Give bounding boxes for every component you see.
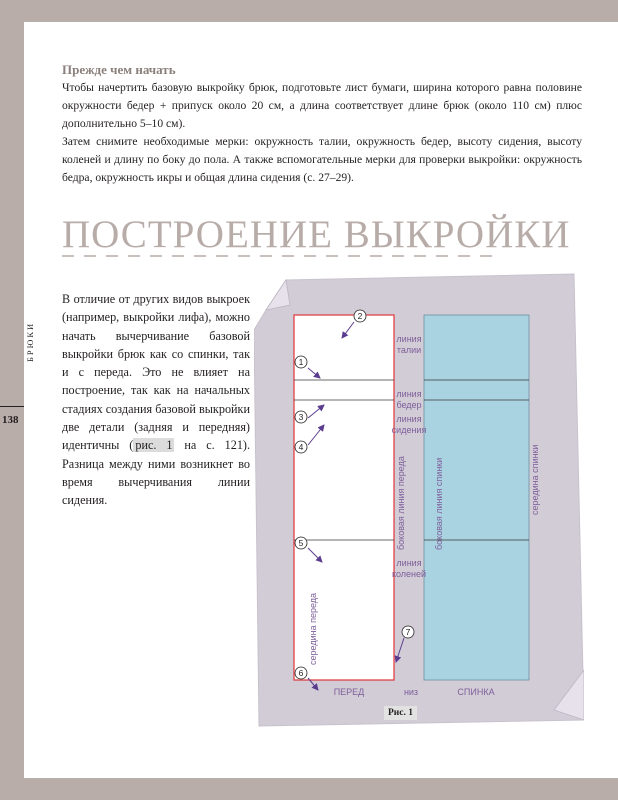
hip-label-1: линия	[396, 389, 422, 399]
knee-label-2: коленей	[391, 569, 427, 579]
front-label: ПЕРЕД	[333, 687, 365, 697]
marker-5	[295, 537, 307, 549]
page-number: 138	[2, 414, 19, 426]
prep-paragraph-1: Чтобы начертить базовую выкройку брюк, подготовьте лист бумаги, ширина которого равна половине окружности бедер + припуск около 20 см, а длина соответствует длине брюк (около 110 см) плюс дополнительно 5–10 см).	[62, 81, 582, 130]
sidebar-rule	[0, 406, 24, 407]
prep-paragraph-2: Затем снимите необходимые мерки: окружность талии, окружность бедер, высоту сидения, высоту коленей и длину по боку до пола. А также вспомогательные мерки для проверки выкройки: окружность бедра, окружность икры и общая длина сидения (с. 27–29).	[62, 135, 582, 184]
heading-dashes	[62, 250, 502, 262]
marker-6	[295, 667, 307, 679]
svg-text:2: 2	[357, 311, 363, 321]
marker-2	[354, 310, 366, 322]
folded-corner	[266, 280, 290, 310]
intro-paragraph	[62, 290, 250, 510]
marker-4	[295, 441, 307, 453]
center-back-label: середина спинки	[530, 444, 540, 515]
center-front-label: середина переда	[308, 592, 318, 665]
marker-3	[295, 411, 307, 423]
knee-label-1: линия	[396, 558, 422, 568]
seat-label-1: линия	[396, 414, 422, 424]
svg-text:1: 1	[298, 357, 304, 367]
seat-label-2: сидения	[391, 425, 427, 435]
pattern-figure	[254, 270, 584, 730]
section-heading: ПОСТРОЕНИЕ ВЫКРОЙКИ	[62, 213, 571, 256]
side-front-label: боковая линия переда	[396, 456, 406, 550]
back-label: СПИНКА	[457, 687, 495, 697]
book-page	[2, 22, 618, 778]
hip-label-2: бедер	[396, 400, 422, 410]
svg-text:5: 5	[298, 538, 304, 548]
waist-label-1: линия	[396, 334, 422, 344]
figure-reference: рис. 1	[135, 438, 173, 453]
side-back-label: боковая линия спинки	[434, 457, 444, 550]
prep-body	[62, 79, 582, 187]
intro-text-end: на с. 121). Разница между ними возникнет во время вычерчивания линии сидения.	[62, 438, 251, 508]
svg-text:7: 7	[405, 627, 411, 637]
marker-7	[402, 626, 414, 638]
figure-caption: Рис. 1	[384, 706, 417, 720]
svg-text:6: 6	[298, 668, 304, 678]
waist-label-2: талии	[396, 345, 422, 355]
intro-text-start: В отличие от других видов выкроек (например, выкройки лифа), можно начать вычерчивание базовой выкройки брюк как со спинки, так и с переда. Это не влияет на построение, так как на начальных стадиях создания базовой выкройки две детали (задняя и передняя) идентичны (	[62, 292, 250, 453]
svg-text:3: 3	[298, 412, 304, 422]
hem-label: низ	[403, 687, 419, 697]
running-section-label: БРЮКИ	[25, 321, 35, 362]
prep-title: Прежде чем начать	[62, 62, 176, 77]
marker-1	[295, 356, 307, 368]
svg-text:4: 4	[298, 442, 304, 452]
